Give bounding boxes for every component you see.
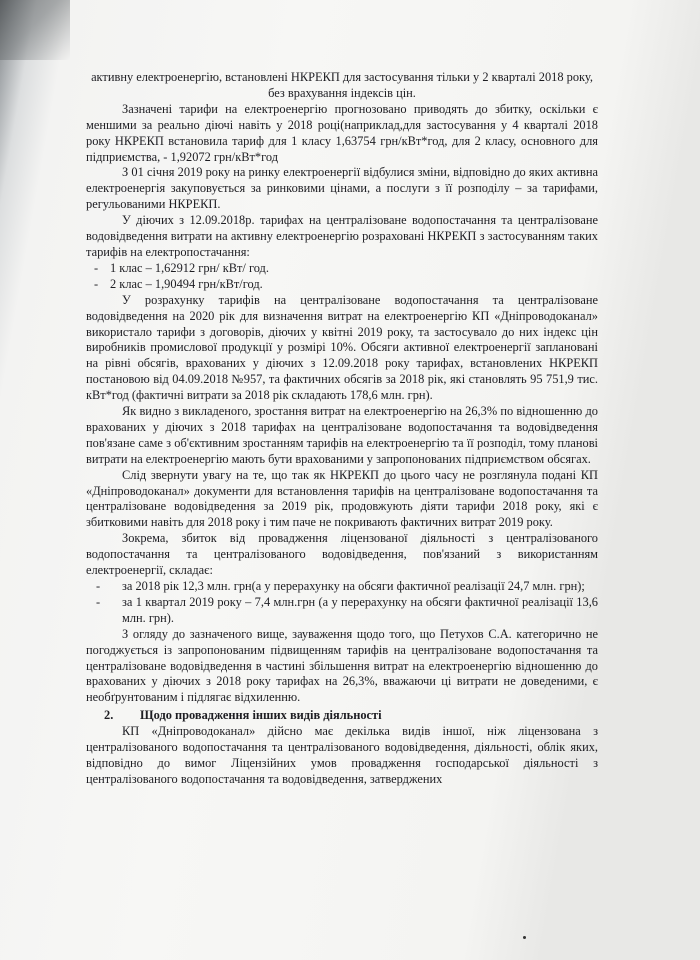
section-number: 2. [104,708,114,723]
paragraph-calculation-2020: У розрахунку тарифів на централізоване водопостачання та централізоване водовідведення на 2020 рік для визначення витрат на електроенергію КП «Дніпроводоканал» використало тарифи з договорів, діючих у квітні 2019 року, та застосувало до них індекс цін виробників промислової продукції у розмірі 10%. Обсяги активної електроенергії заплановані на рівні обсягів, врахованих у діючих з 12.09.2018 року тарифах, встановлених НКРЕКП постановою від 04.09.2018 №957, та фактичних обсягів за 2018 рік, які становлять 95 751,9 тис. кВт*год (фактичні витрати за 2018 рік складають 178,6 млн. грн). [86,292,598,403]
paragraph-market-changes: З 01 січня 2019 року на ринку електроенергії відбулися зміни, відповідно до яких активна електроенергія закуповується за ринковими цінами, а послуги з її розподілу – за тарифами, регульованими НКРЕКП. [86,165,598,212]
tariff-class-list [86,261,598,293]
paragraph-tariffs-loss: Зазначені тарифи на електроенергію прогнозовано приводять до збитку, оскільки є меншими за реально діючі навіть у 2018 році(наприклад,для застосування у 4 кварталі 2018 року НКРЕКП встановила тариф для 1 класу 1,63754 грн/кВт*год, для 2 класу, основного для підприємства, - 1,92072 грн/кВт*год [86,101,598,164]
paragraph-current-tariffs: У діючих з 12.09.2018р. тарифах на централізоване водопостачання та централізоване водовідведення витрати на активну електроенергію розраховані НКРЕКП з застосуванням таких тарифів на електропостачання: [86,213,598,259]
paragraph-conclusion: З огляду до зазначеного вище, зауваження щодо того, що Петухов С.А. категорично не погоджується із запропонованим підвищенням тарифів на централізоване водопостачання та централізоване водовідведення в частині збільшення витрат на електроенергію відношенню до врахованих у діючих з 2018 року тарифах на 26,3%, вважаючи ці витрати не доведеними, є необґрунтованим і підлягає відхиленню. [86,626,598,705]
dash-icon: - [96,579,101,593]
paragraph-other-activities: КП «Дніпроводоканал» дійсно має декілька видів іншої, ніж ліцензована з централізованого водопостачання та централізованого водовідведення, діяльності, облік яких, відповідно до вимог Ліцензійних умов провадження господарської діяльності з централізованого водопостачання та водовідведення, затверджених [86,724,598,786]
list-item: - 2 клас – 1,90494 грн/кВт/год. [94,276,263,291]
loss-list [86,579,598,627]
paragraph-continuation: активну електроенергію, встановлені НКРЕКП для застосування тільки у 2 кварталі 2018 року, без врахування індексів цін. [91,70,593,100]
section-title: Щодо провадження інших видів діяльності [140,708,382,723]
list-item: - 1 клас – 1,62912 грн/ кВт/ год. [94,260,269,275]
list-item: - за 1 квартал 2019 року – 7,4 млн.грн (а у перерахунку на обсяги фактичної реалізації 13,6 млн. грн). [96,594,598,625]
document-page [86,70,598,950]
dash-icon: - [94,260,99,275]
paragraph-cost-growth: Як видно з викладеного, зростання витрат на електроенергію на 26,3% по відношенню до врахованих у діючих з 2018 тарифах на централізоване водопостачання та водовідведення пов'язане саме з об'єктивним зростанням тарифів на електроенергію та її розподіл, тому планові витрати на електроенергію мають бути врахованими у запропонованих підприємством обсягах. [86,404,598,466]
dash-icon: - [96,594,101,609]
list-item: - за 2018 рік 12,3 млн. грн(а у перерахунку на обсяги фактичної реалізації 24,7 млн. грн); [96,579,585,593]
page-fold-shadow [0,0,70,60]
dash-icon: - [94,276,99,291]
speck-mark [523,936,526,939]
paragraph-attention: Слід звернути увагу на те, що так як НКРЕКП до цього часу не розглянула подані КП «Дніпроводоканал» документи для встановлення тарифів на централізоване водопостачання та централізоване водовідведення за 2019 рік, продовжують діяти тарифи 2018 року, які є збитковими навіть для 2018 року і тим паче не покривають фактичних витрат 2019 року. [86,467,598,530]
section-heading [86,708,598,724]
paragraph-loss: Зокрема, збиток від провадження ліцензованої діяльності з централізованого водопостачання та централізованого водовідведення, пов'язаний з використанням електроенергії, складає: [86,531,598,578]
